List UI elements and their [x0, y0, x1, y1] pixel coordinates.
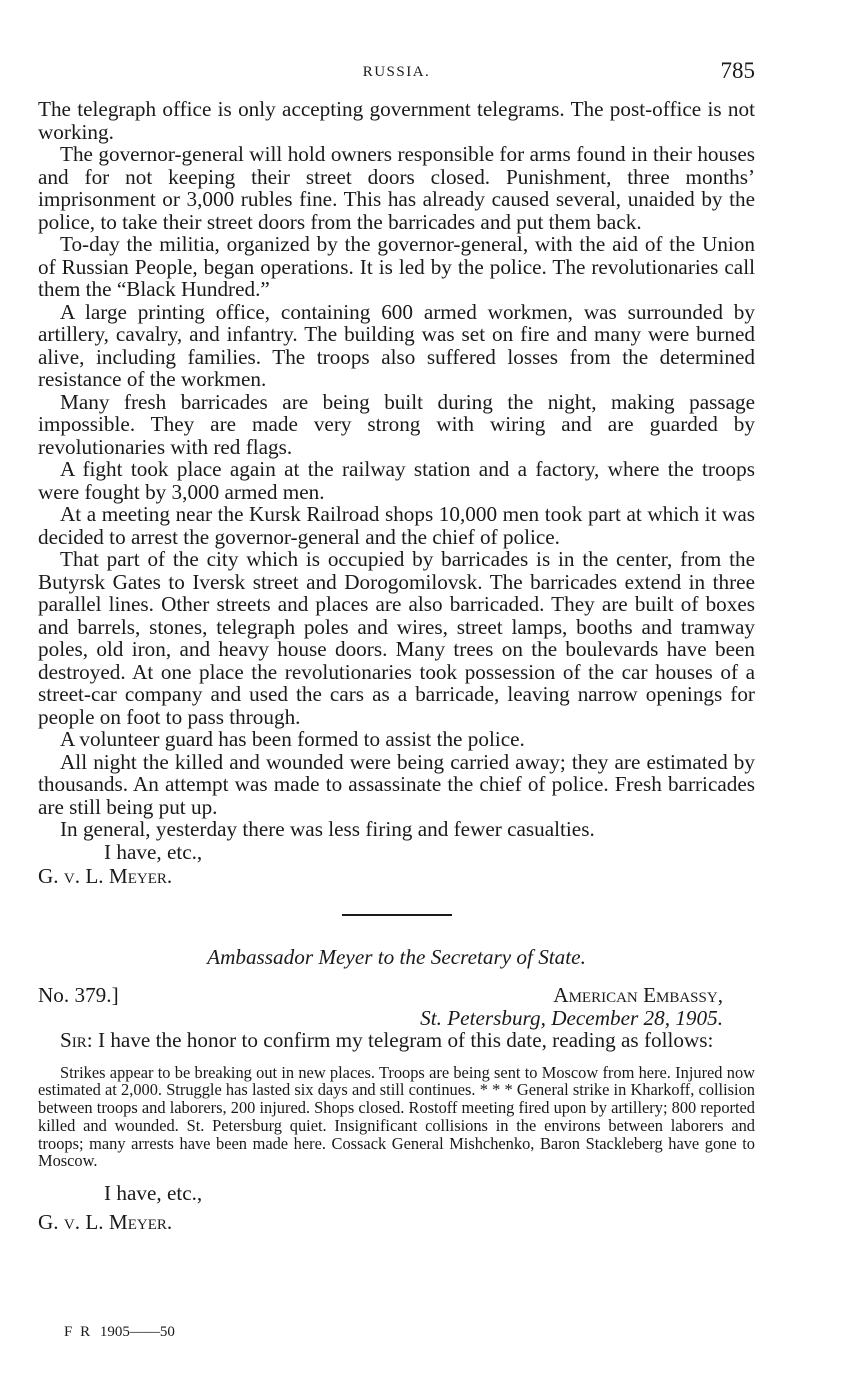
paragraph: That part of the city which is occupied by barricades is in the center, from the Butyrsk Gates to Iversk street and Dorogomilovsk. The barricades extend in three parallel lines. Other streets and places are also barricaded. They are built of boxes and barrels, stones, telegraph poles and wires, street lamps, booths and tramway poles, old iron, and heavy house doors. Many trees on the boulevards have been destroyed. At one place the revolutionaries took possession of the car houses of a street-car company and used the cars as a barricade, leaving narrow openings for people on foot to pass through. — [38, 547, 755, 729]
paragraph: All night the killed and wounded were being carried away; they are estimated by thousands. An attempt was made to assassinate the chief of police. Fresh barricades are still being put up. — [38, 749, 755, 819]
footer-year: 1905 — [99, 1324, 130, 1340]
dispatch-heading — [38, 984, 755, 1029]
document-title: Ambassador Meyer to the Secretary of State. — [207, 944, 586, 969]
telegram-quote — [38, 1064, 755, 1171]
closing: I have, etc., — [104, 1181, 203, 1206]
page-footer — [64, 1324, 175, 1341]
dispatch-date: St. Petersburg, December 28, 1905. — [420, 1005, 723, 1030]
body-text — [38, 98, 755, 1233]
paragraph: A volunteer guard has been formed to assist the police. — [60, 727, 525, 751]
closing: I have, etc., — [104, 839, 203, 864]
paragraph: The telegraph office is only accepting government telegrams. The post-office is not working. — [38, 97, 755, 144]
paragraph: The governor-general will hold owners responsible for arms found in their houses and for not keeping their street doors closed. Punishment, three months’ imprisonment or 3,000 rubles fine. This has already caused several, unaided by the police, to take their street doors from the barricades and put them back. — [38, 142, 755, 234]
paragraph: A large printing office, containing 600 armed workmen, was surrounded by artillery, cavalry, and infantry. The building was set on fire and many were burned alive, including families. The troops also suffered losses from the determined resistance of the workmen. — [38, 299, 755, 391]
salutation-paragraph — [38, 1029, 755, 1052]
paragraph: Many fresh barricades are being built during the night, making passage impossible. They are made very strong with wiring and are guarded by revolutionaries with red flags. — [38, 389, 755, 459]
dispatch-number: No. 379.] — [38, 983, 119, 1007]
running-head: RUSSIA. — [362, 64, 431, 80]
document-page — [38, 58, 755, 1233]
signature: G. v. L. Meyer. — [38, 1209, 173, 1234]
signature-mark: F R — [64, 1324, 93, 1340]
opening-text: I have the honor to confirm my telegram of this date, reading as follows: — [92, 1028, 714, 1052]
page-number: 785 — [720, 58, 755, 83]
signature: G. v. L. Meyer. — [38, 864, 173, 888]
salutation: Sir: — [60, 1028, 93, 1052]
page-header — [38, 58, 755, 98]
paragraph: To-day the militia, organized by the governor-general, with the aid of the Union of Russian People, began operations. It is led by the police. The revolutionaries call them the “Black Hundred.” — [38, 232, 755, 301]
dispatch-place: American Embassy, — [553, 983, 723, 1007]
paragraph: At a meeting near the Kursk Railroad shops 10,000 men took part at which it was decided to arrest the governor-general and the chief of police. — [38, 502, 755, 549]
footer-dash: —— — [129, 1324, 160, 1340]
dispatch-place-date — [420, 984, 723, 1029]
section-divider — [342, 914, 452, 916]
paragraph: A fight took place again at the railway station and a factory, where the troops were fought by 3,000 armed men. — [38, 457, 755, 504]
telegram-text: Strikes appear to be breaking out in new places. Troops are being sent to Moscow from here. Injured now estimated at 2,000. Struggle has lasted six days and still continues. * * * General strike in Kharkoff, collision between troops and laborers, 200 injured. Shops closed. Rostoff meeting fired upon by artillery; 800 reported killed and wounded. St. Petersburg quiet. Insignificant collisions in the environs between laborers and troops; many arrests have been made here. Cossack General Mishchenko, Baron Stackleberg have gone to Moscow. — [38, 1062, 755, 1171]
paragraph: In general, yesterday there was less firing and fewer casualties. — [60, 817, 595, 841]
sheet-number: 50 — [159, 1324, 175, 1340]
